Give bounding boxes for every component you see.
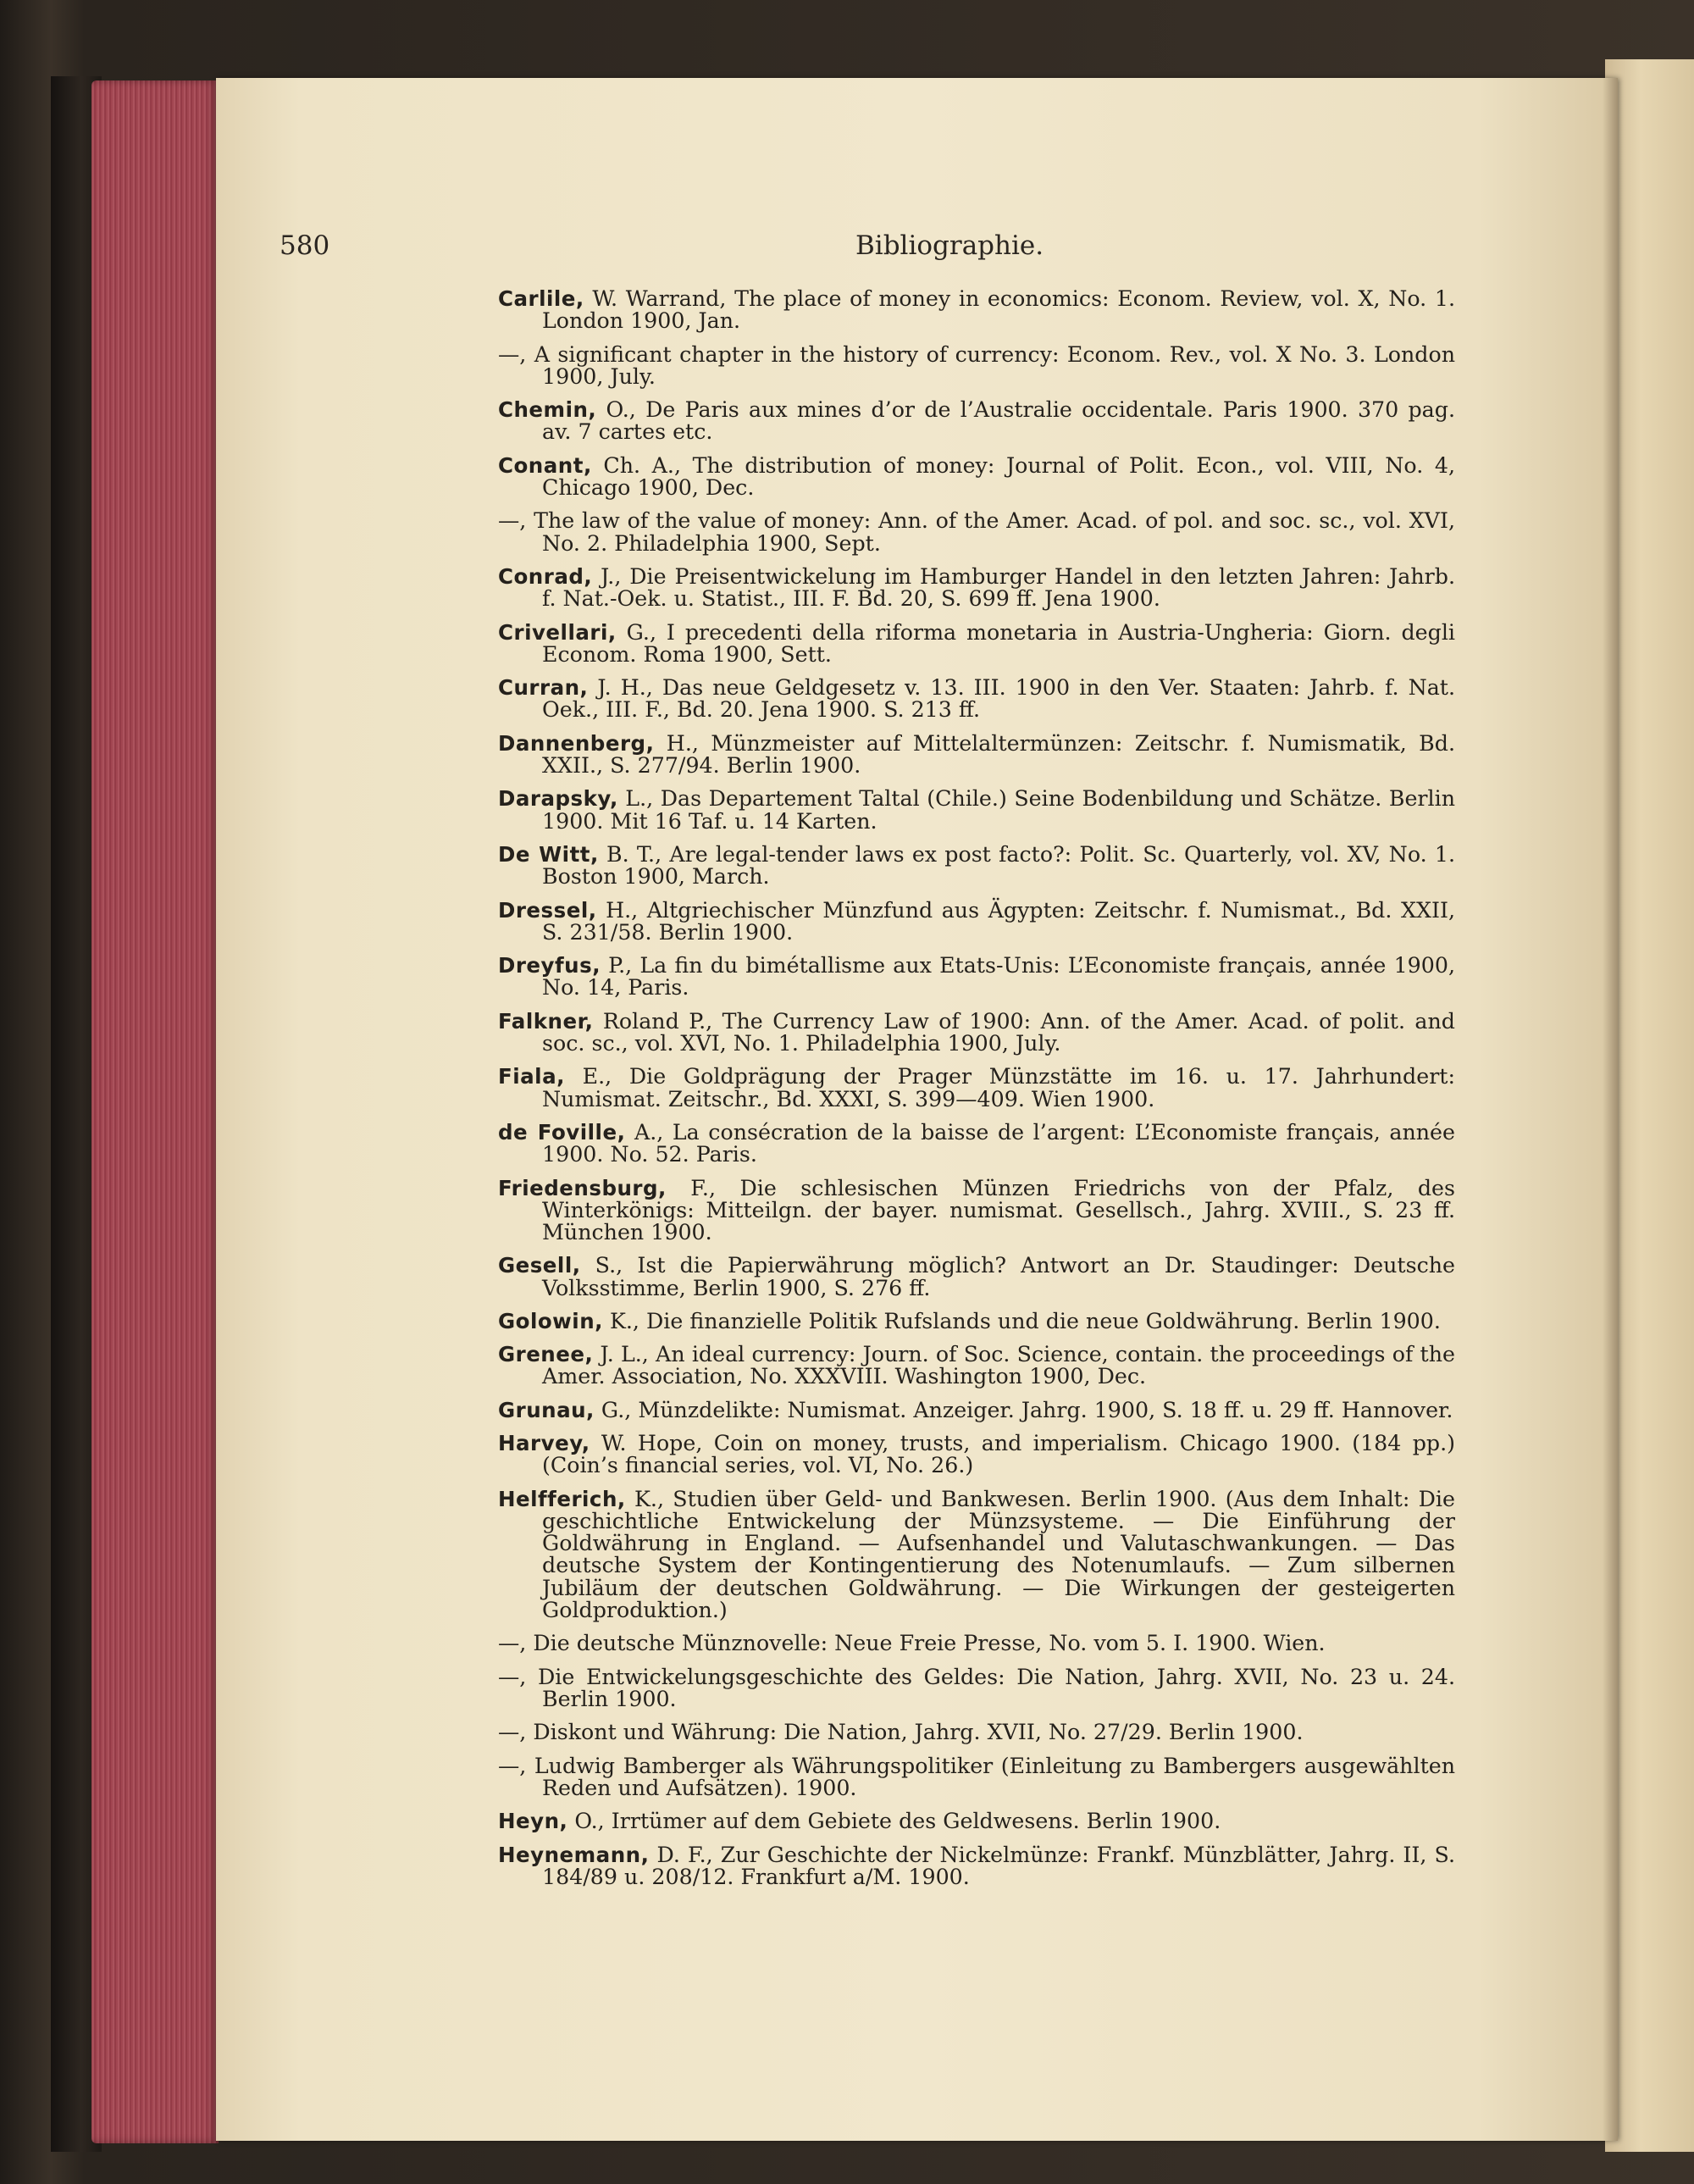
bibliography-entry [498,1810,1455,1832]
entry-text: —, A significant chapter in the history of currency: Econom. Rev., vol. X No. 3. London 1900, July. [498,341,1455,389]
bibliography-entry [498,841,1456,890]
bibliography-entry [498,399,1455,443]
running-title: Bibliographie. [855,230,1044,261]
entry-author: Darapsky, [498,786,618,812]
bibliography-entry [498,1066,1455,1110]
entry-text: J. H., Das neue Geldgesetz v. 13. III. 1900 in den Ver. Staaten: Jahrb. f. Nat. Oek., III. F., Bd. 20. Jena 1900. S. 213 ff. [542,675,1455,723]
entry-author: Gesell, [498,1253,581,1278]
entry-author: Dreyfus, [498,953,601,978]
entry-text: K., Die finanzielle Politik Rufslands und die neue Goldwährung. Berlin 1900. [602,1308,1441,1333]
entry-text: F., Die schlesischen Münzen Friedrichs von der Pfalz, des Winterkönigs: Mitteilgn. der bayer. numismat. Gesellsch., Jahrg. XVIII., S. 23 ff. München 1900. [542,1175,1455,1244]
entry-author: Heyn, [498,1809,568,1834]
entry-author: Curran, [498,675,589,701]
page-edges [91,80,219,2143]
entry-text: —, The law of the value of money: Ann. of the Amer. Acad. of pol. and soc. sc., vol. XVI, No. 2. Philadelphia 1900, Sept. [498,508,1455,556]
entry-author: Crivellari, [498,619,617,645]
entry-author: Chemin, [498,397,597,423]
entry-text: J. L., An ideal currency: Journ. of Soc. Science, contain. the proceedings of the Amer. Association, No. XXXVIII. Washington 1900, Dec. [542,1342,1455,1389]
bibliography-entry [498,452,1455,500]
bibliography-entry [498,1433,1455,1477]
bibliography-entry [498,1721,1455,1743]
bibliography-entry [498,730,1455,778]
entry-author: Heynemann, [498,1842,650,1867]
entry-text: B. T., Are legal-tender laws ex post facto?: Polit. Sc. Quarterly, vol. XV, No. 1. Boston 1900, March. [542,841,1456,890]
page-gutter-shadow [1603,78,1618,2141]
entry-author: Conrad, [498,563,593,589]
entry-text: O., Irrtümer auf dem Gebiete des Geldwesens. Berlin 1900. [567,1809,1221,1834]
entry-text: H., Altgriechischer Münzfund aus Ägypten: Zeitschr. f. Numismat., Bd. XXII, S. 231/58. Berlin 1900. [542,897,1455,945]
entry-text: S., Ist die Papierwährung möglich? Antwort an Dr. Staudinger: Deutsche Volksstimme, Berlin 1900, S. 276 ff. [542,1253,1455,1300]
entry-text: G., I precedenti della riforma monetaria in Austria-Ungheria: Giorn. degli Econom. Roma 1900, Sett. [542,619,1455,667]
entry-text: D. F., Zur Geschichte der Nickelmünze: Frankf. Münzblätter, Jahrg. II, S. 184/89 u. 208/12. Frankfurt a/M. 1900. [542,1842,1455,1889]
entry-author: Helfferich, [498,1486,626,1511]
entry-author: De Witt, [498,841,599,867]
bibliography-entry [498,1255,1455,1299]
entry-author: Golowin, [498,1308,603,1333]
entry-author: de Foville, [498,1119,626,1145]
bibliography-entry [498,619,1455,667]
entry-text: H., Münzmeister auf Mittelaltermünzen: Zeitschr. f. Numismatik, Bd. XXII., S. 277/94. Berlin 1900. [542,730,1455,778]
entry-text: A., La consécration de la baisse de l’argent: L’Economiste français, année 1900. No. 52. Paris. [542,1119,1455,1167]
entry-text: O., De Paris aux mines d’or de l’Australie occidentale. Paris 1900. 370 pag. av. 7 cartes etc. [542,397,1455,445]
entry-text: —, Diskont und Währung: Die Nation, Jahrg. XVII, No. 27/29. Berlin 1900. [498,1720,1304,1745]
bibliography-entry [498,1488,1455,1621]
bibliography-entry [498,1344,1455,1388]
bibliography-entry [498,1308,1455,1333]
bibliography-entry [498,897,1455,945]
bibliography-list [498,288,1455,1899]
entry-author: Grenee, [498,1342,594,1367]
entry-author: Grunau, [498,1397,595,1422]
entry-text: —, Ludwig Bamberger als Währungspolitiker (Einleitung zu Bambergers ausgewählten Reden und Aufsätzen). 1900. [498,1753,1455,1800]
entry-author: Dressel, [498,897,597,923]
bibliography-entry [498,955,1455,999]
bibliography-entry [498,677,1455,721]
bibliography-entry [498,1844,1455,1888]
entry-text: P., La fin du bimétallisme aux Etats-Unis: L’Economiste français, année 1900, No. 14, Paris. [542,953,1455,1001]
entry-author: Friedensburg, [498,1175,667,1200]
bibliography-entry [498,1008,1455,1056]
entry-text: J., Die Preisentwickelung im Hamburger Handel in den letzten Jahren: Jahrb. f. Nat.-Oek. u. Statist., III. F. Bd. 20, S. 699 ff. Jena 1900. [542,563,1455,612]
entry-text: G., Münzdelikte: Numismat. Anzeiger. Jahrg. 1900, S. 18 ff. u. 29 ff. Hannover. [594,1397,1453,1422]
entry-text: W. Warrand, The place of money in economics: Econom. Review, vol. X, No. 1. London 1900, Jan. [542,286,1455,334]
entry-text: E., Die Goldprägung der Prager Münzstätte im 16. u. 17. Jahrhundert: Numismat. Zeitschr., Bd. XXXI, S. 399—409. Wien 1900. [542,1064,1455,1111]
bibliography-entry [498,1755,1455,1799]
page-number: 580 [280,230,330,261]
bibliography-entry [498,1175,1455,1244]
entry-text: Ch. A., The distribution of money: Journal of Polit. Econ., vol. VIII, No. 4, Chicago 1900, Dec. [542,452,1455,500]
bibliography-entry [498,563,1455,612]
entry-text: Roland P., The Currency Law of 1900: Ann. of the Amer. Acad. of polit. and soc. sc., vol. XVI, No. 1. Philadelphia 1900, July. [542,1008,1455,1056]
bibliography-entry [498,1666,1455,1710]
entry-author: Conant, [498,452,592,478]
facing-page-edge [1605,59,1694,2152]
bibliography-entry [498,510,1455,554]
entry-author: Harvey, [498,1431,590,1456]
entry-author: Carlile, [498,286,584,311]
bibliography-entry [498,288,1455,332]
entry-text: W. Hope, Coin on money, trusts, and imperialism. Chicago 1900. (184 pp.) (Coin’s financial series, vol. VI, No. 26.) [542,1431,1455,1478]
bibliography-entry [498,1119,1455,1167]
entry-author: Falkner, [498,1008,594,1034]
entry-author: Dannenberg, [498,730,655,756]
entry-author: Fiala, [498,1064,565,1089]
bibliography-entry [498,1632,1455,1655]
bibliography-entry [498,788,1455,832]
entry-text: —, Die deutsche Münznovelle: Neue Freie Presse, No. vom 5. I. 1900. Wien. [498,1631,1326,1656]
entry-text: K., Studien über Geld- und Bankwesen. Berlin 1900. (Aus dem Inhalt: Die geschichtliche Entwickelung der Münzsysteme. — Die Einführung der Goldwährung in England. — Aufsenhandel und Valutaschwankungen. — Das deutsche System der Kontingentierung des Notenumlaufs. — Zum silbernen Jubiläum der deutschen Goldwährung. — Die Wirkungen der gesteigerten Goldproduktion.) [542,1486,1455,1622]
entry-text: —, Die Entwickelungsgeschichte des Geldes: Die Nation, Jahrg. XVII, No. 23 u. 24. Berlin 1900. [498,1664,1455,1711]
entry-text: L., Das Departement Taltal (Chile.) Seine Bodenbildung und Schätze. Berlin 1900. Mit 16 Taf. u. 14 Karten. [542,786,1455,834]
bibliography-entry [498,341,1455,389]
bibliography-entry [498,1397,1455,1422]
